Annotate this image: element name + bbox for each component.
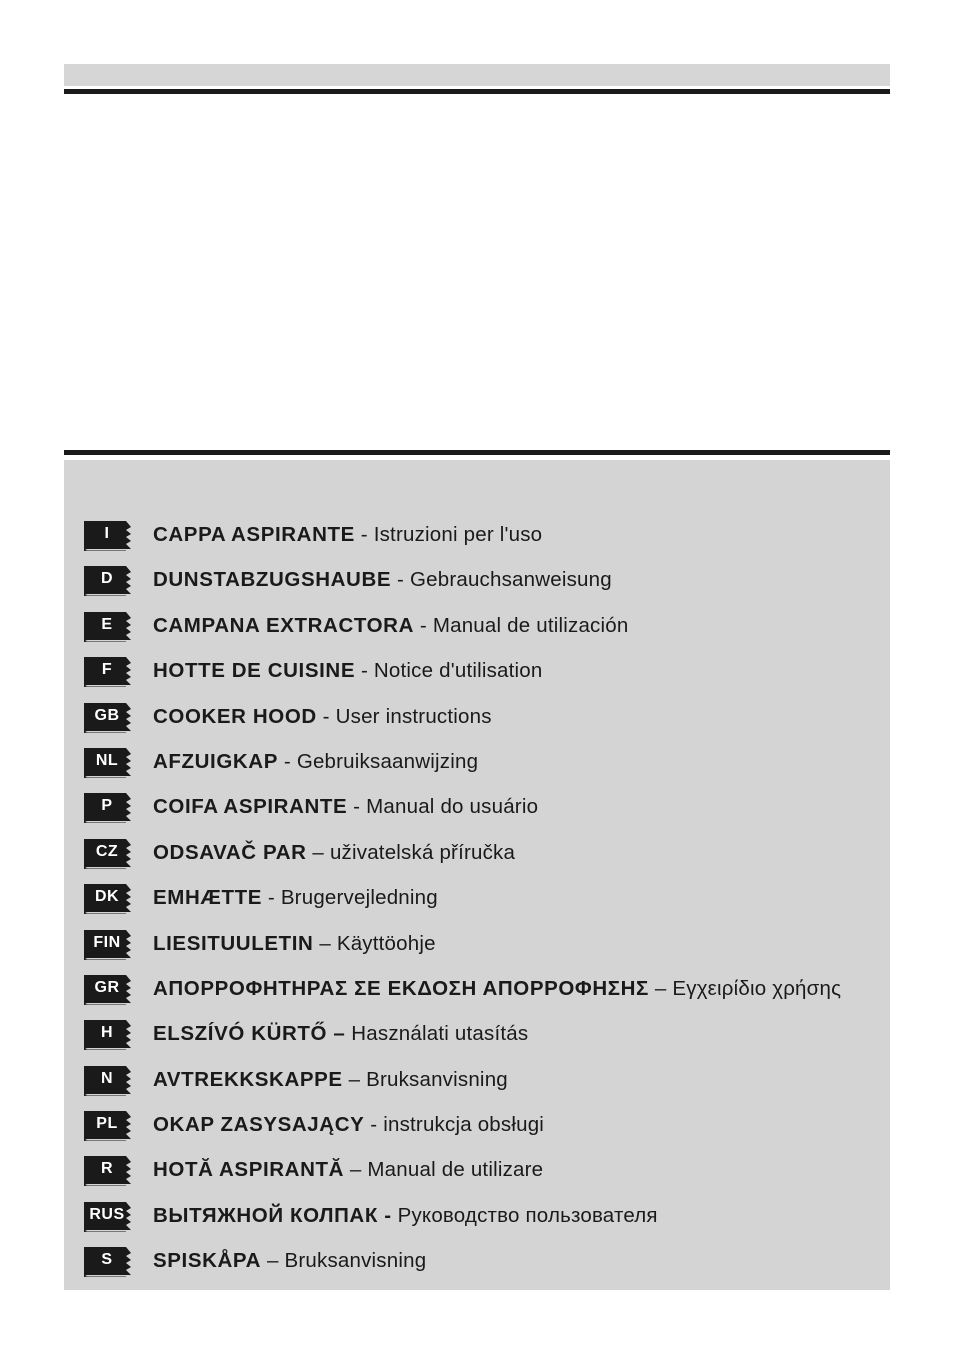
- language-code: D: [100, 570, 114, 588]
- language-title: LIESITUULETIN: [153, 931, 314, 955]
- language-title: COOKER HOOD: [153, 704, 317, 728]
- language-row-gr: [84, 969, 894, 1014]
- language-code: P: [101, 797, 113, 815]
- language-title: CAMPANA EXTRACTORA: [153, 613, 414, 637]
- language-title: HOTTE DE CUISINE: [153, 659, 356, 683]
- language-label: [153, 515, 542, 555]
- language-separator: -: [413, 613, 433, 637]
- language-row-cz: [84, 833, 894, 878]
- language-row-r: [84, 1150, 894, 1195]
- language-title: AFZUIGKAP: [153, 749, 278, 773]
- language-row-n: [84, 1060, 894, 1105]
- language-tab: [84, 1018, 134, 1050]
- language-code: GB: [94, 706, 120, 724]
- language-tab: [84, 610, 134, 642]
- language-label: [153, 924, 436, 964]
- language-separator: –: [648, 976, 673, 1000]
- language-row-d: [84, 560, 894, 605]
- language-subtitle: Руководство пользователя: [397, 1203, 658, 1227]
- language-label: [153, 1196, 658, 1236]
- language-subtitle: Gebruiksaanwijzing: [296, 749, 479, 773]
- language-tab: [84, 655, 134, 687]
- language-tab: [84, 1154, 134, 1186]
- language-label: [153, 1150, 543, 1190]
- language-subtitle: instrukcja obsługi: [383, 1113, 545, 1137]
- language-label: [153, 560, 612, 600]
- language-title: HOTĂ ASPIRANTĂ: [153, 1158, 344, 1182]
- language-label: [153, 742, 478, 782]
- language-subtitle: Használati utasítás: [351, 1022, 529, 1046]
- language-row-pl: [84, 1105, 894, 1150]
- language-tab: [84, 928, 134, 960]
- language-title: OKAP ZASYSAJĄCY: [153, 1113, 365, 1137]
- language-subtitle: Notice d'utilisation: [373, 659, 543, 683]
- language-title: EMHÆTTE: [153, 886, 262, 910]
- language-code: NL: [95, 751, 119, 769]
- language-subtitle: uživatelská příručka: [329, 840, 516, 864]
- language-subtitle: Gebrauchsanweisung: [409, 568, 612, 592]
- language-row-i: [84, 515, 894, 560]
- language-title: ВЫТЯЖНОЙ КОЛПАК -: [153, 1203, 392, 1227]
- language-tab: [84, 519, 134, 551]
- language-separator: -: [391, 568, 410, 592]
- language-row-f: [84, 651, 894, 696]
- language-separator: –: [344, 1158, 368, 1182]
- language-tab: [84, 1109, 134, 1141]
- language-code: S: [101, 1251, 113, 1269]
- language-label: [153, 1105, 544, 1145]
- language-separator: –: [306, 840, 330, 864]
- language-row-dk: [84, 878, 894, 923]
- language-list: [84, 515, 894, 1287]
- language-row-nl: [84, 742, 894, 787]
- language-row-e: [84, 606, 894, 651]
- language-title: AVTREKKSKAPPE: [153, 1067, 343, 1091]
- language-label: [153, 651, 543, 691]
- language-title: CAPPA ASPIRANTE: [153, 523, 355, 546]
- language-tab: [84, 701, 134, 733]
- language-row-s: [84, 1241, 894, 1286]
- language-subtitle: Manual de utilización: [432, 613, 629, 637]
- language-tab: [84, 1245, 134, 1277]
- language-title: DUNSTABZUGSHAUBE: [153, 568, 392, 592]
- language-tab: [84, 1200, 134, 1232]
- language-row-h: [84, 1014, 894, 1059]
- language-title: ΑΠΟΡΡΟΦΗΤΗΡΑΣ ΣΕ ΕΚΔΟΣΗ ΑΠΟΡΡΟΦΗΣΗΣ: [153, 976, 649, 1000]
- language-code: CZ: [95, 842, 119, 860]
- section-rule: [64, 450, 890, 455]
- language-row-gb: [84, 697, 894, 742]
- language-separator: -: [261, 886, 281, 910]
- language-title: SPISKÅPA: [153, 1249, 262, 1273]
- language-code: GR: [94, 978, 120, 996]
- language-tab: [84, 837, 134, 869]
- language-separator: -: [364, 1113, 384, 1137]
- language-label: [153, 969, 841, 1009]
- language-tab: [84, 746, 134, 778]
- language-code: FIN: [93, 933, 121, 951]
- language-separator: –: [342, 1067, 367, 1091]
- language-code: DK: [94, 888, 120, 906]
- language-code: N: [100, 1069, 114, 1087]
- language-code: R: [100, 1160, 114, 1178]
- language-separator: -: [354, 523, 374, 546]
- language-title: COIFA ASPIRANTE: [153, 795, 348, 819]
- language-code: PL: [96, 1115, 118, 1133]
- language-label: [153, 1241, 426, 1281]
- language-separator: -: [316, 704, 336, 728]
- header-rule: [64, 89, 890, 94]
- language-code: RUS: [89, 1205, 125, 1223]
- language-label: [153, 833, 515, 873]
- language-separator: -: [355, 659, 374, 683]
- language-subtitle: Εγχειρίδιο χρήσης: [672, 976, 842, 1000]
- language-tab: [84, 564, 134, 596]
- language-row-p: [84, 787, 894, 832]
- language-tab: [84, 1064, 134, 1096]
- header-band: [64, 64, 890, 86]
- language-code: H: [100, 1024, 114, 1042]
- language-separator: -: [347, 795, 367, 819]
- language-label: [153, 1060, 508, 1100]
- language-subtitle: Brugervejledning: [280, 886, 438, 910]
- language-separator: -: [277, 749, 297, 773]
- language-separator: –: [261, 1249, 285, 1273]
- language-subtitle: User instructions: [335, 704, 492, 728]
- language-subtitle: Bruksanvisning: [284, 1249, 427, 1273]
- language-label: [153, 1014, 528, 1054]
- language-tab: [84, 882, 134, 914]
- language-title: ELSZÍVÓ KÜRTŐ –: [153, 1022, 346, 1046]
- language-code: E: [101, 615, 113, 633]
- language-subtitle: Bruksanvisning: [366, 1067, 508, 1091]
- language-label: [153, 787, 538, 827]
- language-code: F: [101, 661, 113, 679]
- language-subtitle: Manual do usuário: [366, 795, 539, 819]
- language-tab: [84, 791, 134, 823]
- language-separator: –: [313, 931, 337, 955]
- language-label: [153, 606, 628, 646]
- language-tab: [84, 973, 134, 1005]
- language-row-rus: [84, 1196, 894, 1241]
- language-label: [153, 697, 492, 737]
- language-subtitle: Istruzioni per l'uso: [373, 523, 543, 546]
- language-code: I: [104, 525, 110, 542]
- language-subtitle: Manual de utilizare: [367, 1158, 544, 1182]
- language-row-fin: [84, 924, 894, 969]
- language-title: ODSAVAČ PAR: [153, 840, 307, 864]
- language-label: [153, 878, 438, 918]
- language-subtitle: Käyttöohje: [336, 931, 436, 955]
